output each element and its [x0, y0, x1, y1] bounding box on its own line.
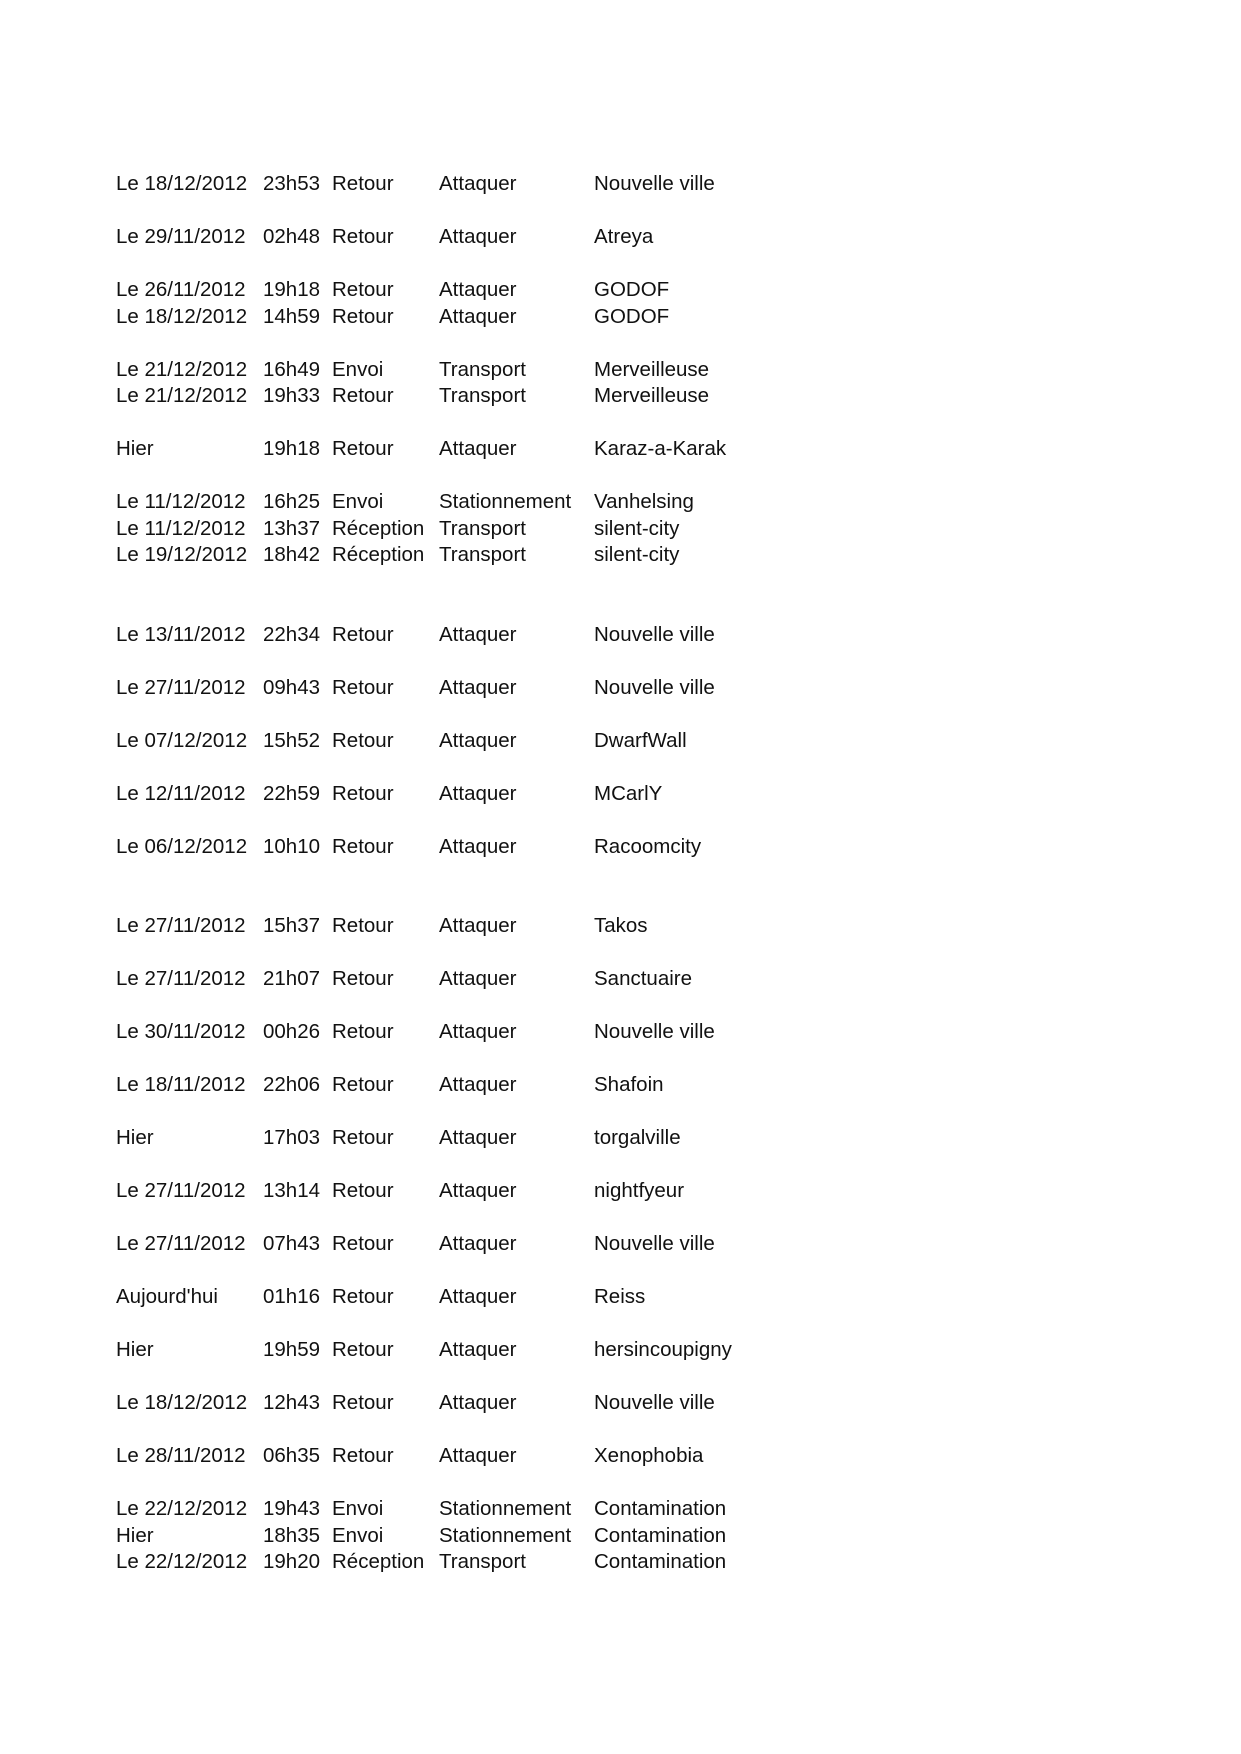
cell-direction: Retour [332, 1126, 394, 1149]
cell-city: GODOF [594, 304, 670, 328]
cell-city: silent-city [594, 543, 680, 566]
cell-city: Xenophobia [594, 1444, 704, 1467]
cell-action: Attaquer [439, 675, 517, 699]
cell-time: 15h37 [263, 914, 321, 937]
cell-direction: Retour [332, 172, 394, 195]
cell-action: Transport [439, 357, 526, 381]
cell-time: 14h59 [263, 304, 321, 328]
cell-date: Hier [116, 1523, 154, 1547]
cell-action: Attaquer [439, 304, 517, 328]
cell-action: Attaquer [439, 172, 517, 195]
cell-city: silent-city [594, 516, 680, 540]
cell-action: Transport [439, 516, 526, 540]
cell-action: Attaquer [439, 1444, 517, 1467]
cell-direction: Retour [332, 781, 394, 805]
cell-action: Attaquer [439, 1126, 517, 1149]
cell-date: Le 22/12/2012 [116, 1497, 248, 1520]
cell-time: 21h07 [263, 967, 321, 990]
cell-date: Le 27/11/2012 [116, 1232, 246, 1255]
cell-date: Hier [116, 437, 154, 460]
cell-action: Transport [439, 384, 526, 407]
cell-time: 22h59 [263, 781, 321, 805]
cell-city: Nouvelle ville [594, 1020, 715, 1043]
cell-time: 17h03 [263, 1126, 321, 1149]
cell-time: 22h34 [263, 622, 321, 646]
cell-date: Hier [116, 1126, 154, 1149]
cell-city: Nouvelle ville [594, 675, 715, 699]
cell-action: Stationnement [439, 1497, 572, 1520]
cell-city: Vanhelsing [594, 490, 694, 513]
cell-date: Le 21/12/2012 [116, 357, 248, 381]
cell-date: Le 30/11/2012 [116, 1020, 246, 1043]
cell-action: Attaquer [439, 437, 517, 460]
cell-city: Racoomcity [594, 834, 702, 858]
cell-action: Attaquer [439, 1073, 517, 1096]
cell-direction: Envoi [332, 1523, 384, 1547]
cell-city: torgalville [594, 1126, 681, 1149]
cell-date: Le 11/12/2012 [116, 490, 246, 513]
cell-time: 13h37 [263, 516, 321, 540]
cell-action: Transport [439, 543, 526, 566]
cell-city: Karaz-a-Karak [594, 437, 727, 460]
cell-time: 23h53 [263, 172, 321, 195]
cell-city: Atreya [594, 225, 654, 248]
cell-direction: Retour [332, 967, 394, 990]
cell-date: Le 18/12/2012 [116, 1391, 248, 1414]
cell-city: DwarfWall [594, 728, 687, 752]
cell-action: Attaquer [439, 834, 517, 858]
cell-city: Nouvelle ville [594, 1232, 715, 1255]
cell-date: Le 12/11/2012 [116, 781, 246, 805]
cell-time: 22h06 [263, 1073, 321, 1096]
cell-action: Attaquer [439, 781, 517, 805]
cell-direction: Retour [332, 675, 394, 699]
cell-action: Transport [439, 1550, 526, 1573]
cell-city: Sanctuaire [594, 967, 693, 990]
cell-date: Le 21/12/2012 [116, 384, 248, 407]
cell-direction: Retour [332, 225, 394, 248]
cell-time: 00h26 [263, 1020, 321, 1043]
cell-date: Le 18/12/2012 [116, 172, 248, 195]
cell-action: Attaquer [439, 225, 517, 248]
cell-action: Attaquer [439, 1285, 517, 1308]
cell-date: Le 27/11/2012 [116, 675, 246, 699]
cell-action: Attaquer [439, 1179, 517, 1202]
cell-date: Le 19/12/2012 [116, 543, 248, 566]
cell-direction: Envoi [332, 357, 384, 381]
cell-direction: Retour [332, 384, 394, 407]
cell-action: Attaquer [439, 278, 517, 301]
cell-city: Merveilleuse [594, 384, 710, 407]
cell-action: Attaquer [439, 1020, 517, 1043]
cell-date: Le 29/11/2012 [116, 225, 246, 248]
cell-date: Le 27/11/2012 [116, 1179, 246, 1202]
cell-date: Hier [116, 1338, 154, 1361]
cell-direction: Retour [332, 1232, 394, 1255]
cell-direction: Retour [332, 1020, 394, 1043]
cell-time: 16h25 [263, 490, 321, 513]
cell-time: 19h20 [263, 1550, 321, 1573]
cell-time: 19h33 [263, 384, 321, 407]
cell-action: Attaquer [439, 1338, 517, 1361]
cell-city: hersincoupigny [594, 1338, 732, 1361]
cell-city: Reiss [594, 1285, 646, 1308]
cell-action: Attaquer [439, 728, 517, 752]
cell-direction: Envoi [332, 490, 384, 513]
cell-direction: Retour [332, 304, 394, 328]
cell-date: Le 13/11/2012 [116, 622, 246, 646]
cell-date: Le 18/11/2012 [116, 1073, 246, 1096]
cell-time: 18h42 [263, 543, 321, 566]
cell-action: Attaquer [439, 622, 517, 646]
cell-city: Contamination [594, 1550, 727, 1573]
cell-time: 12h43 [263, 1391, 321, 1414]
cell-city: Takos [594, 914, 648, 937]
cell-time: 01h16 [263, 1285, 321, 1308]
cell-action: Attaquer [439, 1232, 517, 1255]
cell-action: Attaquer [439, 967, 517, 990]
cell-time: 02h48 [263, 225, 321, 248]
cell-direction: Retour [332, 914, 394, 937]
cell-action: Attaquer [439, 914, 517, 937]
cell-time: 06h35 [263, 1444, 321, 1467]
cell-time: 09h43 [263, 675, 321, 699]
cell-city: Merveilleuse [594, 357, 710, 381]
cell-date: Le 06/12/2012 [116, 834, 248, 858]
cell-city: Contamination [594, 1497, 727, 1520]
cell-direction: Réception [332, 543, 425, 566]
cell-time: 19h43 [263, 1497, 321, 1520]
cell-time: 19h59 [263, 1338, 321, 1361]
cell-date: Le 26/11/2012 [116, 278, 246, 301]
cell-direction: Retour [332, 1073, 394, 1096]
cell-date: Le 27/11/2012 [116, 914, 246, 937]
cell-action: Stationnement [439, 1523, 572, 1547]
cell-city: nightfyeur [594, 1179, 685, 1202]
cell-date: Le 07/12/2012 [116, 728, 248, 752]
cell-direction: Retour [332, 1391, 394, 1414]
cell-date: Le 11/12/2012 [116, 516, 246, 540]
cell-city: MCarlY [594, 781, 663, 805]
cell-direction: Retour [332, 622, 394, 646]
cell-time: 19h18 [263, 278, 321, 301]
cell-time: 15h52 [263, 728, 321, 752]
cell-direction: Retour [332, 728, 394, 752]
cell-direction: Retour [332, 1444, 394, 1467]
cell-city: Contamination [594, 1523, 727, 1547]
cell-time: 18h35 [263, 1523, 321, 1547]
cell-action: Attaquer [439, 1391, 517, 1414]
cell-city: Nouvelle ville [594, 1391, 715, 1414]
cell-action: Stationnement [439, 490, 572, 513]
cell-date: Le 27/11/2012 [116, 967, 246, 990]
cell-date: Le 28/11/2012 [116, 1444, 246, 1467]
cell-time: 13h14 [263, 1179, 321, 1202]
cell-time: 10h10 [263, 834, 321, 858]
cell-date: Le 22/12/2012 [116, 1550, 248, 1573]
cell-direction: Envoi [332, 1497, 384, 1520]
cell-direction: Réception [332, 1550, 425, 1573]
cell-date: Aujourd'hui [116, 1285, 218, 1308]
cell-direction: Retour [332, 1179, 394, 1202]
cell-city: Nouvelle ville [594, 622, 715, 646]
cell-direction: Retour [332, 1285, 394, 1308]
cell-city: GODOF [594, 278, 670, 301]
cell-time: 16h49 [263, 357, 321, 381]
cell-direction: Retour [332, 834, 394, 858]
cell-direction: Réception [332, 516, 425, 540]
cell-time: 07h43 [263, 1232, 321, 1255]
cell-direction: Retour [332, 1338, 394, 1361]
cell-direction: Retour [332, 278, 394, 301]
cell-time: 19h18 [263, 437, 321, 460]
cell-date: Le 18/12/2012 [116, 304, 248, 328]
cell-city: Shafoin [594, 1073, 664, 1096]
cell-direction: Retour [332, 437, 394, 460]
cell-city: Nouvelle ville [594, 172, 715, 195]
